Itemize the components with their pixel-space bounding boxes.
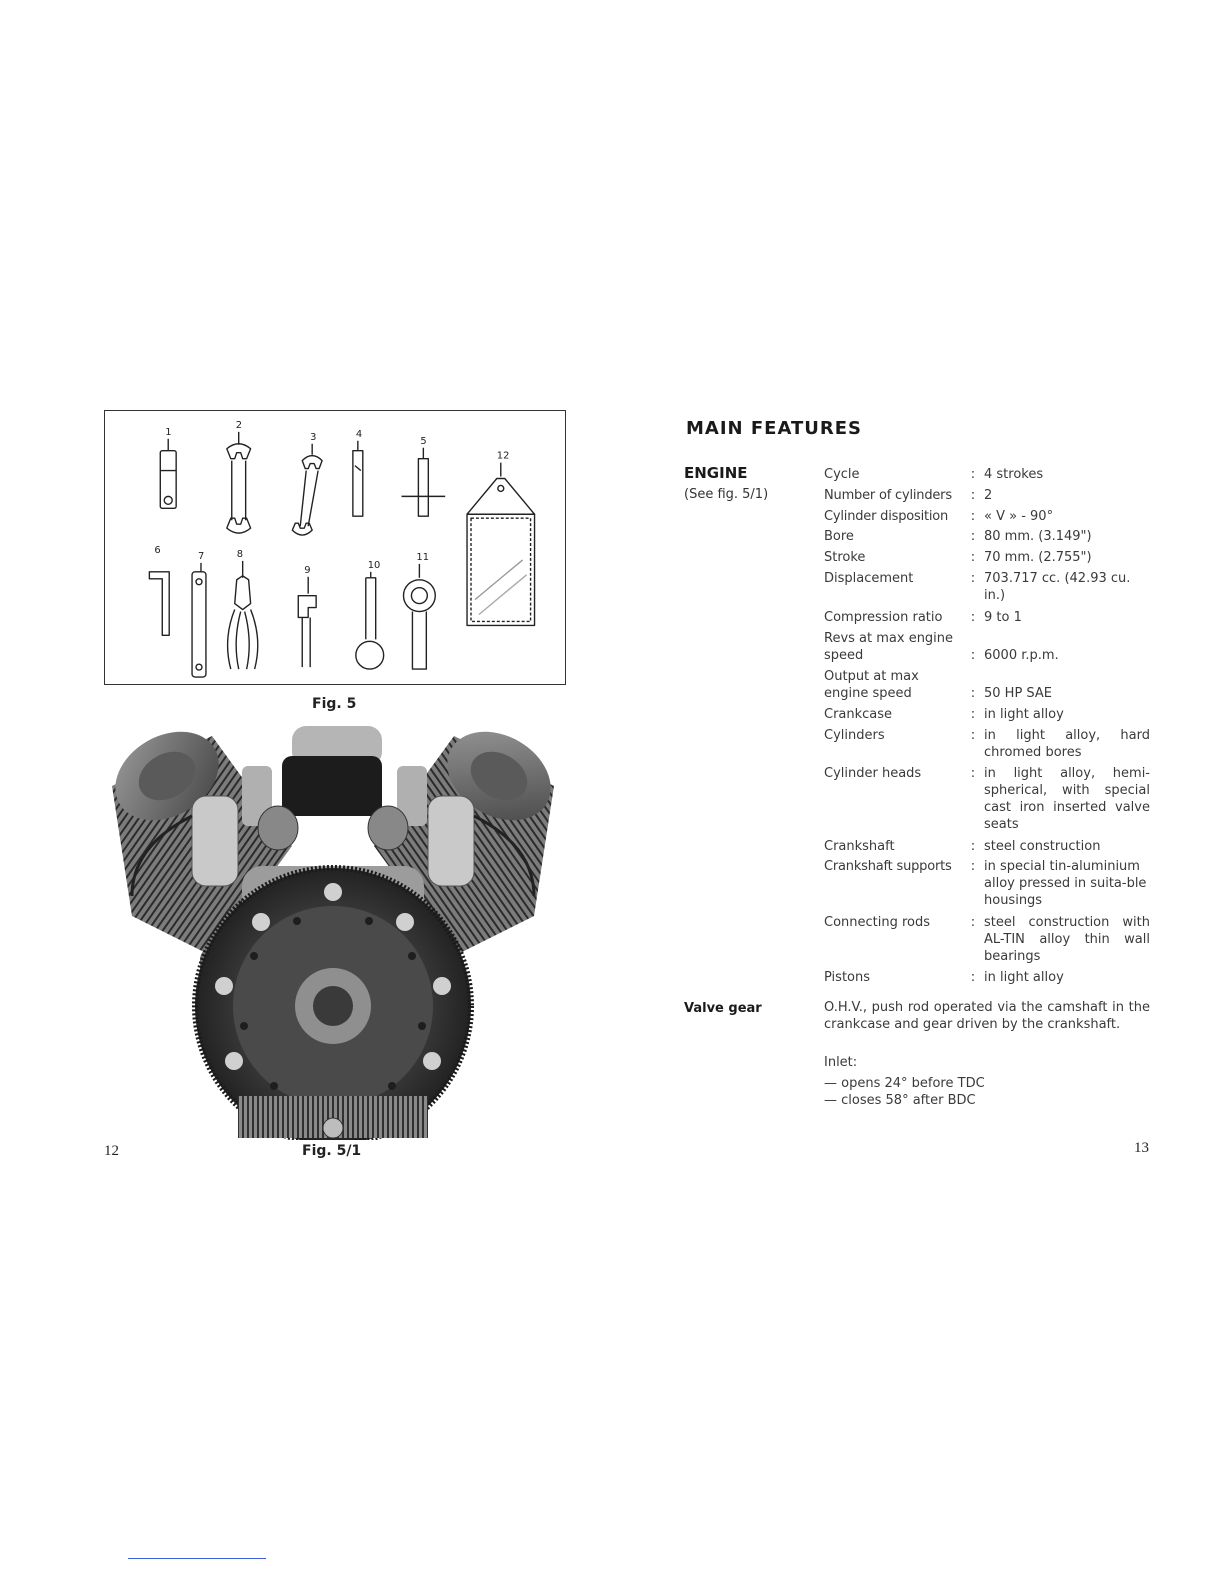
footer-rule: [128, 1558, 266, 1559]
spec-value: 50 HP SAE: [984, 686, 1053, 701]
spec-label: Output at max engine speed: [824, 669, 919, 701]
t-key-icon: [402, 448, 446, 516]
valve-gear-heading: Valve gear: [684, 1001, 762, 1016]
section-title: MAIN FEATURES: [686, 418, 863, 439]
tool-number: 8: [236, 548, 244, 560]
spec-value: in light alloy: [984, 707, 1064, 722]
spec-separator: :: [970, 839, 976, 854]
tool-number: 11: [416, 551, 430, 563]
tools-figure: [104, 410, 566, 685]
spec-separator: :: [970, 571, 976, 586]
spec-label: Revs at max engine speed: [824, 631, 954, 663]
tool-number: 9: [304, 564, 311, 576]
spec-label: Number of cylinders: [824, 488, 952, 503]
adjustable-wrench-icon: [298, 577, 316, 667]
tool-number: 6: [154, 544, 161, 556]
spec-separator: :: [970, 970, 976, 985]
page-number: 12: [104, 1143, 119, 1159]
spec-value: in light alloy, hemi-spherical, with special cast iron inserted valve seats: [984, 766, 1150, 832]
spec-label: Crankshaft: [824, 839, 895, 854]
spec-separator: :: [970, 610, 976, 625]
spec-label: Bore: [824, 529, 854, 544]
spec-value: in light alloy, hard chromed bores: [984, 728, 1150, 760]
tool-number: 5: [420, 435, 427, 447]
spec-separator: :: [970, 488, 976, 503]
tool-number: 12: [496, 450, 510, 462]
tool-number: 3: [310, 431, 317, 443]
figure-caption: Fig. 5/1: [302, 1143, 362, 1159]
spec-label: Cylinder disposition: [824, 509, 949, 524]
screwdriver-icon: [353, 441, 363, 516]
inlet-timing-line: — opens 24° before TDC: [824, 1076, 985, 1091]
tool-number: 2: [235, 419, 243, 431]
spec-value: 703.717 cc. (42.93 cu. in.): [984, 571, 1131, 603]
spec-label: Displacement: [824, 571, 914, 586]
spec-value: 2: [984, 488, 993, 503]
tool-number: 7: [198, 550, 205, 562]
spec-label: Stroke: [824, 550, 866, 565]
tube-spanner-icon: [192, 563, 206, 677]
spec-separator: :: [970, 648, 976, 663]
valve-gear-description: O.H.V., push rod operated via the camshaft in the crankcase and gear driven by the crankshaft.: [824, 1000, 1150, 1032]
spec-label: Cylinders: [824, 728, 885, 743]
spec-separator: :: [970, 728, 976, 743]
spec-label: Crankshaft supports: [824, 859, 952, 874]
spec-value: 70 mm. (2.755"): [984, 550, 1092, 565]
inlet-label: Inlet:: [824, 1055, 858, 1070]
engine-photo: [92, 716, 574, 1140]
spec-value: 4 strokes: [984, 467, 1044, 482]
spec-separator: :: [970, 707, 976, 722]
tool-bag-icon: [467, 463, 535, 626]
spec-value: 9 to 1: [984, 610, 1022, 625]
spec-separator: :: [970, 915, 976, 930]
tool-number: 10: [367, 559, 381, 571]
inlet-timing-line: — closes 58° after BDC: [824, 1093, 976, 1108]
spec-value: in special tin-aluminium alloy pressed in suita-ble housings: [984, 859, 1147, 908]
spec-separator: :: [970, 686, 976, 701]
spec-value: in light alloy: [984, 970, 1064, 985]
spec-label: Cycle: [824, 467, 860, 482]
spec-label: Connecting rods: [824, 915, 931, 930]
wrench-icon: [227, 432, 251, 533]
pliers-icon: [228, 561, 258, 669]
tool-number: 4: [355, 428, 363, 440]
spec-label: Compression ratio: [824, 610, 943, 625]
spec-separator: :: [970, 550, 976, 565]
spec-separator: :: [970, 529, 976, 544]
spec-separator: :: [970, 859, 976, 874]
allen-key-icon: [149, 572, 169, 636]
spec-value: steel construction with AL-TIN alloy thin wall bearings: [984, 915, 1150, 964]
spec-label: Pistons: [824, 970, 871, 985]
tools-illustration: [105, 411, 565, 684]
spec-separator: :: [970, 509, 976, 524]
engine-heading: ENGINE: [684, 464, 748, 482]
figure-reference: (See fig. 5/1): [684, 487, 769, 502]
wrench-icon: [292, 444, 322, 535]
spec-separator: :: [970, 766, 976, 781]
spec-label: Crankcase: [824, 707, 893, 722]
page-number: 13: [1134, 1140, 1149, 1156]
ring-spanner-icon: [403, 564, 435, 669]
tool-number: 1: [165, 426, 172, 438]
spec-value: 80 mm. (3.149"): [984, 529, 1092, 544]
spec-value: 6000 r.p.m.: [984, 648, 1059, 663]
hook-tool-icon: [356, 572, 384, 669]
spec-value: steel construction: [984, 839, 1101, 854]
spec-value: « V » - 90°: [984, 509, 1054, 524]
figure-caption: Fig. 5: [312, 696, 357, 712]
spec-separator: :: [970, 467, 976, 482]
box-spanner-icon: [160, 439, 176, 508]
spec-label: Cylinder heads: [824, 766, 922, 781]
